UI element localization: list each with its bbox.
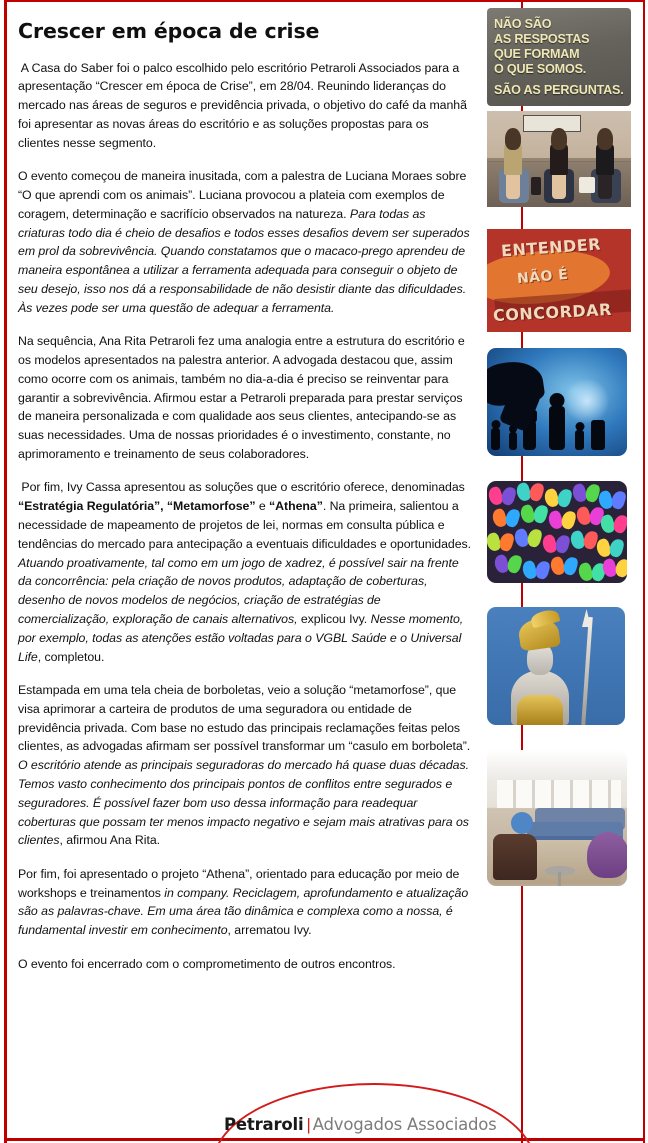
three-speakers-stage-photo: [487, 111, 631, 207]
butterfly: [551, 557, 577, 575]
athena-spear: [581, 617, 593, 725]
graffiti-line-1: ENTENDER: [500, 234, 602, 261]
graffiti-text: [487, 229, 631, 332]
chess-queen: [549, 406, 565, 450]
butterfly: [549, 511, 575, 529]
quote-line-1: NÃO SÃO: [494, 17, 552, 31]
chess-hand-photo: [487, 348, 627, 456]
text-run: “Estratégia Regulatória”, “Metamorfose”: [18, 499, 256, 514]
quote-plate-text: [494, 17, 627, 98]
article-paragraph: [18, 167, 473, 318]
page-title: Crescer em época de crise: [18, 19, 320, 43]
speaker-legs: [552, 175, 566, 199]
speaker-legs: [598, 175, 612, 199]
speaker-left: [503, 131, 523, 199]
lounge-side-table-leg: [558, 872, 561, 886]
butterfly: [543, 535, 569, 553]
text-run: . Na primeira, salientou a necessidade de mapeamento de projetos de lei, normas em consulta pública e tendências do mercado para antecipação a eventuais dificuldades e oportunidades.: [18, 499, 472, 551]
butterfly: [603, 559, 627, 577]
graffiti-line-2: NÃO É: [516, 266, 569, 288]
quote-line-4: O QUE SOMOS.: [494, 61, 587, 76]
quote-line-2: AS RESPOSTAS: [494, 31, 590, 46]
article-paragraph: [18, 332, 473, 464]
butterfly: [601, 515, 627, 533]
butterfly: [493, 509, 519, 527]
graffiti-photo: [487, 229, 631, 332]
speaker-hair: [551, 128, 567, 150]
speaker-hair: [505, 128, 521, 150]
chess-rook: [591, 420, 605, 450]
athena-statue-photo: [487, 607, 625, 725]
lounge-round-chair: [511, 812, 533, 834]
butterfly: [487, 533, 513, 551]
side-stand: [579, 177, 595, 193]
lounge-armchair: [493, 834, 537, 880]
text-run: Na sequência, Ana Rita Petraroli fez uma analogia entre a estrutura do escritório e os modelos apresentados na palestra anterior. A advogada destacou que, assim como ocorre com os animais, também no dia-a-dia é preciso se reinventar para garantir a sobrevivência. Afirmou estar a Petraroli preparada para prestar serviços de maneira personalizada e com qualidade aos seus clientes, antecipando-se as suas necessidades. Uma de nossas prioridades é o investimento, constante, no aprimoramento e treinamento de seus colaboradores.: [18, 334, 465, 461]
butterfly: [573, 484, 599, 502]
article-paragraph: [18, 865, 473, 940]
text-run: in company. Reciclagem, aprofundamento e atualização são as palavras-chave. Em uma área tão dinâmica e complexa como a nossa, é fundamental investir em conhecimento: [18, 885, 469, 938]
athena-gold-armor: [517, 695, 563, 725]
butterfly: [521, 505, 547, 523]
butterfly: [571, 531, 597, 549]
footer-logo: [224, 1115, 497, 1135]
butterfly: [495, 555, 521, 573]
speaker-head: [508, 131, 519, 143]
text-run: e: [255, 499, 270, 514]
lounge-interior-photo: [487, 750, 627, 886]
side-table: [531, 177, 541, 195]
article-body: [18, 59, 473, 974]
projection-screen: [523, 115, 581, 132]
text-run: Por fim, Ivy Cassa apresentou as soluções que o escritório oferece, denominadas: [21, 480, 465, 495]
lounge-beanbag: [587, 832, 627, 878]
speaker-right: [595, 131, 615, 199]
article-paragraph: [18, 59, 473, 153]
article-column: [18, 20, 473, 988]
text-run: A Casa do Saber foi o palco escolhido pelo escritório Petraroli Associados para a apresentação “Crescer em época de Crise”, em 28/04. Reunindo lideranças do mercado nas áreas de seguros e previdência privada, o objetivo do café da manhã foi apresentar as novas áreas do escritório e as soluções propostas para os clientes nesse segmento.: [18, 60, 467, 150]
article-paragraph: [18, 478, 473, 666]
lounge-windows: [497, 780, 621, 808]
text-run: , arrematou Ivy.: [227, 923, 312, 938]
text-run: O evento foi encerrado com o comprometimento de outros encontros.: [18, 956, 396, 971]
butterflies-photo: [487, 481, 627, 583]
butterfly: [517, 483, 543, 501]
text-run: , afirmou Ana Rita.: [59, 833, 161, 848]
logo-brand: Petraroli: [224, 1115, 304, 1134]
frame-border-left: [4, 0, 7, 1143]
speaker-head: [554, 131, 565, 143]
butterfly: [579, 563, 605, 581]
butterfly: [523, 561, 549, 579]
butterfly: [515, 529, 541, 547]
butterfly: [597, 539, 623, 557]
chess-pawn-right: [575, 430, 584, 450]
pawn-head: [575, 422, 584, 431]
article-paragraph: [18, 955, 473, 974]
butterfly: [489, 487, 515, 505]
article-paragraph: [18, 681, 473, 850]
text-run: O escritório atende as principais seguradoras do mercado há quase duas décadas. Temos vasto conhecimento dos principais pontos de conflitos entre segurados e seguradores. É possível fazer bom uso dessa informação para readequar coberturas que possam ter menos impacto negativo e sejam mais atrativas para os clientes: [18, 758, 469, 848]
frame-border-right: [643, 0, 645, 1143]
queen-head: [550, 393, 565, 408]
text-run: “Athena”: [269, 499, 323, 514]
logo-separator: |: [306, 1116, 311, 1134]
pawn-head: [491, 420, 500, 429]
speaker-hair: [597, 128, 613, 150]
text-run: explicou Ivy.: [297, 612, 371, 626]
butterfly: [577, 507, 603, 525]
speaker-legs: [506, 175, 520, 199]
chess-pawn-far-left: [491, 428, 500, 450]
chess-pawn-left: [509, 432, 517, 450]
text-run: , completou.: [37, 649, 105, 664]
text-run: Por fim, foi apresentado o projeto “Athena”, orientado para educação por meio de workshops e treinamentos: [18, 866, 460, 900]
graffiti-line-3: CONCORDAR: [492, 299, 613, 326]
text-run: Nesse momento, por exemplo, todas as atenções estão voltadas para o VGBL Saúde e o Universal Life: [18, 612, 464, 664]
chess-backlight: [564, 378, 610, 424]
quote-line-5: SÃO AS PERGUNTAS.: [494, 83, 624, 98]
text-run: O evento começou de maneira inusitada, com a palestra de Luciana Moraes sobre “O que aprendi com os animais”. Luciana provocou a plateia com exemplos de coragem, determinação e sacrifício observados na natureza.: [18, 169, 467, 221]
logo-subtitle: Advogados Associados: [312, 1115, 497, 1134]
frame-border-top: [4, 0, 645, 2]
quote-plate-photo: [487, 8, 631, 106]
footer: [0, 1063, 648, 1143]
butterfly: [545, 489, 571, 507]
text-run: Atuando proativamente, tal como em um jogo de xadrez, é possível sair na frente da concorrência: pela criação de novos produtos, adaptação de coberturas, desenho de novos modelos de negócios, criação de estratégias de comercialização, exploração de canais alternativos,: [18, 555, 459, 626]
text-run: Estampada em uma tela cheia de borboletas, veio a solução “metamorfose”, que visa aprimorar a carteira de produtos de uma seguradora ou entidade de previdência privada. Com base no estudo das principais reclamações feitas pelos clientes, as advogadas afirmam ser possível transformar um “casulo em borboleta”.: [18, 682, 471, 754]
speaker-center: [549, 131, 569, 199]
text-run: Para todas as criaturas todo dia é cheio de desafios e todos esses desafios devem ser superados em prol da sobrevivência. Quando constatamos que o macaco-prego aprendeu de maneira espontânea a utilizar a ferramenta adequada para conseguir o objeto de seu desejo, isso nos dá a responsabilidade de não desistir diante das dificuldades. Às vezes pode ser uma questão de adequar a ferramenta.: [18, 206, 470, 315]
lounge-ceiling: [487, 750, 627, 780]
quote-line-3: QUE FORMAM: [494, 46, 580, 61]
speaker-head: [600, 131, 611, 143]
